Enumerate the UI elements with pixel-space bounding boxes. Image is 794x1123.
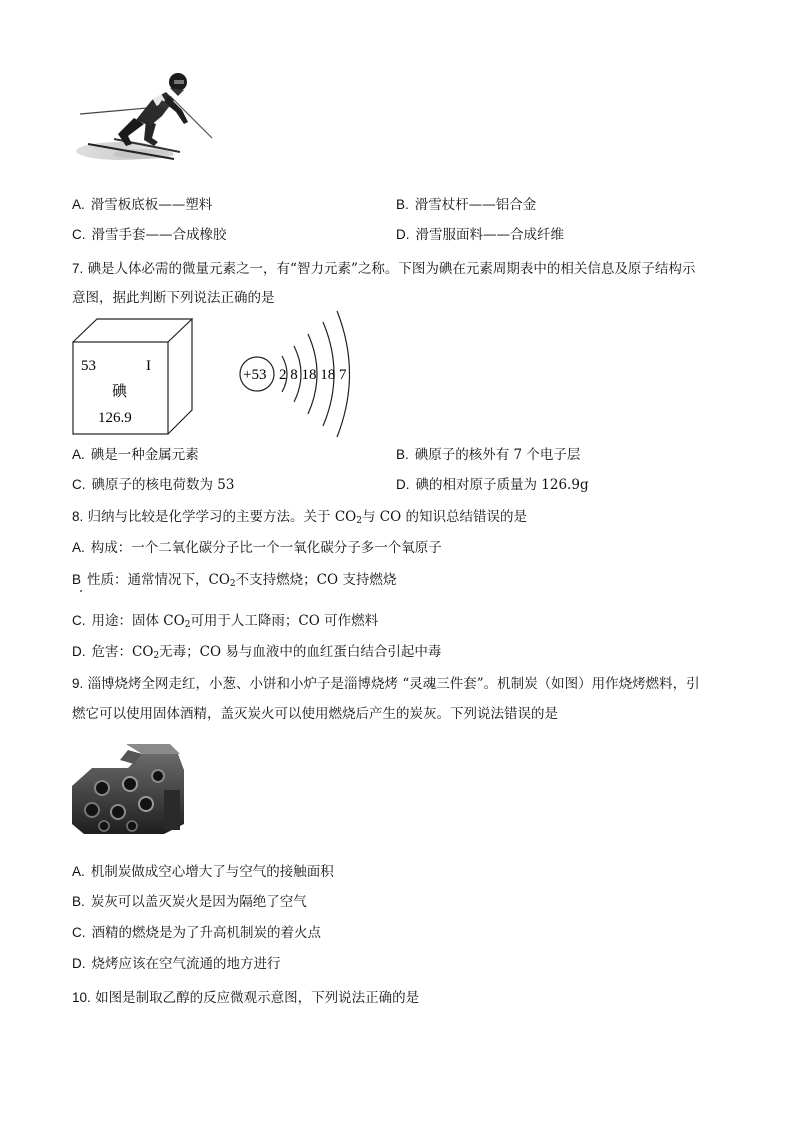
q9-option-b: [72, 890, 307, 910]
option-letter: A.: [72, 447, 85, 462]
q7-option-d: [396, 473, 589, 493]
q6-option-d: [396, 223, 564, 243]
subscript: 2: [153, 651, 160, 661]
option-text: 烧烤应该在空气流通的地方进行: [91, 956, 281, 972]
option-text: 滑雪板底板——塑料: [90, 197, 213, 213]
q6-option-a: [72, 193, 212, 213]
element-symbol: I: [146, 358, 151, 374]
option-text: 构成：一个二氧化碳分子比一个一氧化碳分子多一个氧原子: [90, 540, 442, 556]
option-letter: B.: [396, 447, 409, 462]
subscript: 2: [184, 620, 191, 630]
question-text: 归纳与比较是化学学习的主要方法。关于 CO: [87, 509, 357, 525]
option-text: 碘原子的核外有 7 个电子层: [414, 447, 581, 463]
q8-option-d: [72, 640, 441, 661]
charcoal-image: [72, 740, 184, 836]
question-number: 9.: [72, 676, 84, 691]
atom-structure-diagram: [232, 308, 362, 442]
q9-option-c: [72, 921, 321, 941]
q9-stem-line2: [72, 702, 558, 722]
option-text: 危害：CO: [91, 644, 154, 660]
question-text: 与 CO 的知识总结错误的是: [362, 509, 527, 525]
skier-image: [74, 66, 220, 166]
option-text: 碘原子的核电荷数为 53: [91, 477, 235, 493]
option-letter: C.: [72, 613, 86, 628]
question-text: 意图，据此判断下列说法正确的是: [72, 290, 275, 306]
atomic-number: 53: [81, 358, 96, 374]
option-letter: D.: [72, 956, 86, 971]
q8-option-b: [72, 568, 396, 589]
option-letter: B: [72, 572, 82, 587]
option-letter: C.: [72, 925, 86, 940]
option-letter: A.: [72, 540, 85, 555]
q7-option-c: [72, 473, 234, 493]
question-number: 7.: [72, 261, 84, 276]
option-text: 无毒；CO 易与血液中的血红蛋白结合引起中毒: [159, 644, 442, 660]
q7-option-b: [396, 443, 580, 463]
q8-option-a: [72, 536, 442, 556]
element-cell-diagram: [72, 318, 194, 436]
option-text: 滑雪手套——合成橡胶: [91, 227, 227, 243]
question-text: 如图是制取乙醇的反应微观示意图，下列说法正确的是: [95, 990, 420, 1006]
nucleus-charge: +53: [243, 367, 267, 383]
option-text: 碘是一种金属元素: [90, 447, 199, 463]
subscript: 2: [229, 579, 236, 589]
option-letter: D.: [72, 644, 86, 659]
electron-shells: 2 8 18 18 7: [279, 367, 347, 383]
q6-option-b: [396, 193, 536, 213]
question-text: 燃它可以使用固体酒精，盖灭炭火可以使用燃烧后产生的炭灰。下列说法错误的是: [72, 706, 558, 722]
option-text: 滑雪杖杆——铝合金: [414, 197, 537, 213]
subscript: 2: [356, 516, 362, 526]
q10-stem: [72, 986, 419, 1006]
atomic-mass: 126.9: [98, 410, 132, 426]
stray-dot: [80, 590, 82, 592]
option-letter: C.: [72, 477, 86, 492]
question-text: 淄博烧烤全网走红，小葱、小饼和小炉子是淄博烧烤 “灵魂三件套”。机制炭（如图）用作烧烤燃料，引: [87, 676, 700, 692]
q7-stem-line2: [72, 286, 275, 306]
q8-stem: [72, 505, 527, 526]
q6-option-c: [72, 223, 227, 243]
q9-stem-line1: [72, 672, 700, 692]
q8-option-c: [72, 609, 378, 630]
option-text: 碘的相对原子质量为 126.9g: [415, 477, 589, 493]
option-letter: C.: [72, 227, 86, 242]
q7-option-a: [72, 443, 199, 463]
q7-stem-line1: [72, 257, 695, 277]
option-letter: B.: [72, 894, 85, 909]
option-letter: D.: [396, 477, 410, 492]
option-letter: D.: [396, 227, 410, 242]
option-text: 性质：通常情况下，CO: [87, 572, 230, 588]
option-text: 不支持燃烧；CO 支持燃烧: [235, 572, 397, 588]
option-text: 炭灰可以盖灭炭火是因为隔绝了空气: [90, 894, 307, 910]
q9-option-a: [72, 860, 334, 880]
option-text: 酒精的燃烧是为了升高机制炭的着火点: [91, 925, 321, 941]
option-text: 滑雪服面料——合成纤维: [415, 227, 564, 243]
element-name: 碘: [112, 384, 128, 400]
option-text: 用途：固体 CO: [91, 613, 185, 629]
option-text: 可用于人工降雨；CO 可作燃料: [190, 613, 379, 629]
option-letter: A.: [72, 864, 85, 879]
question-text: 碘是人体必需的微量元素之一，有“智力元素”之称。下图为碘在元素周期表中的相关信息及原子结构示: [87, 261, 696, 277]
option-letter: B.: [396, 197, 409, 212]
q9-option-d: [72, 952, 281, 972]
question-number: 8.: [72, 509, 84, 524]
option-text: 机制炭做成空心增大了与空气的接触面积: [90, 864, 334, 880]
option-letter: A.: [72, 197, 85, 212]
question-number: 10.: [72, 990, 91, 1005]
